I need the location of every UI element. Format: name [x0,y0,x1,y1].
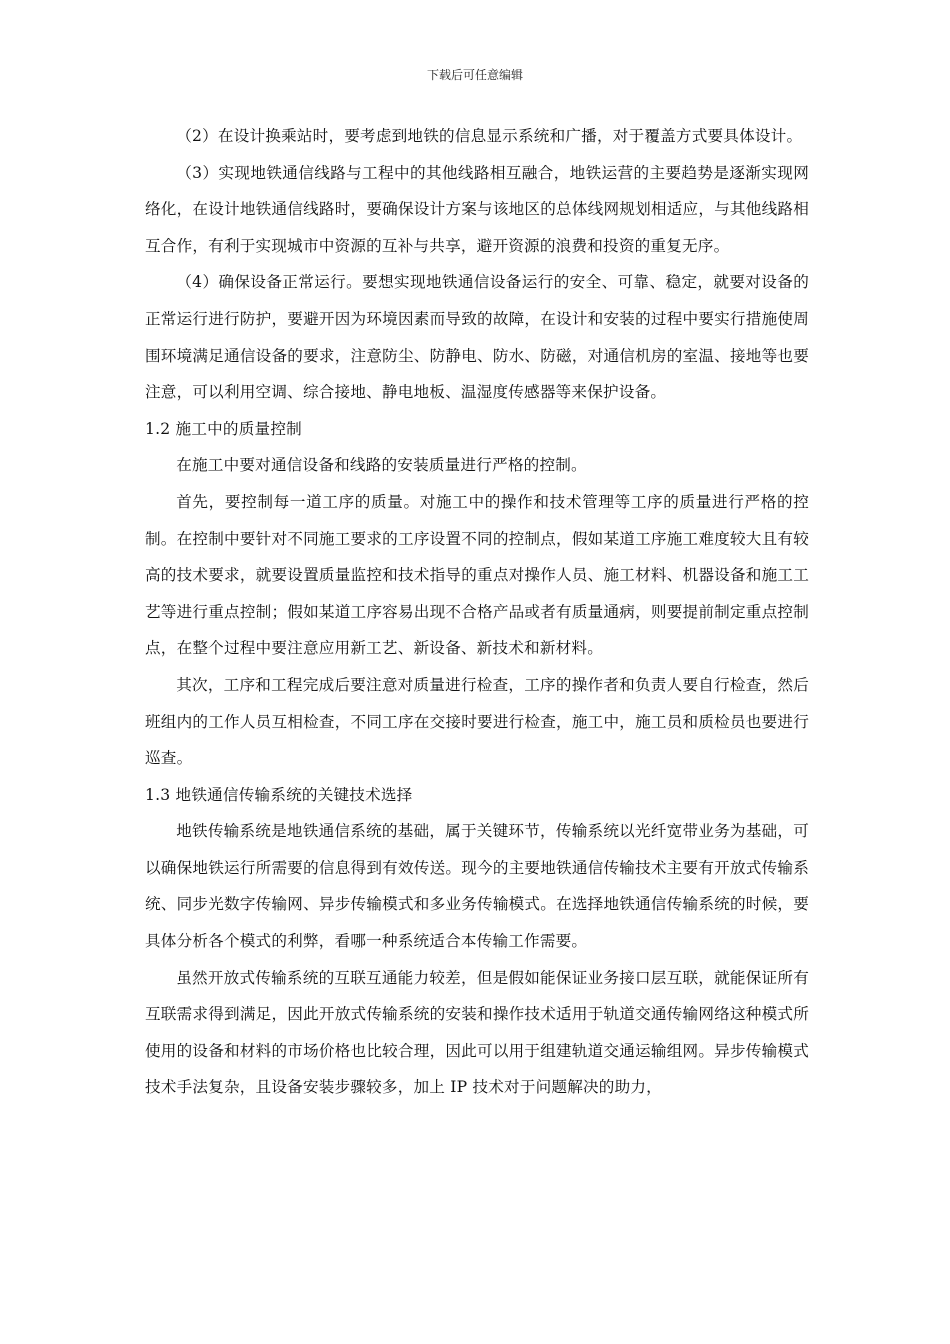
paragraph-line-integration: （3）实现地铁通信线路与工程中的其他线路相互融合，地铁运营的主要趋势是逐渐实现网络化，在设计地铁通信线路时，要确保设计方案与该地区的总体线网规划相适应，与其他线路相互合作，有利于实现城市中资源的互补与共享，避开资源的浪费和投资的重复无序。 [145,163,809,255]
paragraph-process-control: 首先，要控制每一道工序的质量。对施工中的操作和技术管理等工序的质量进行严格的控制。在控制中要针对不同施工要求的工序设置不同的控制点，假如某道工序施工难度较大且有较高的技术要求，就要设置质量监控和技术指导的重点对操作人员、施工材料、机器设备和施工工艺等进行重点控制；假如某道工序容易出现不合格产品或者有质量通病，则要提前制定重点控制点，在整个过程中要注意应用新工艺、新设备、新技术和新材料。 [145,492,809,658]
paragraph-quality-intro: 在施工中要对通信设备和线路的安装质量进行严格的控制。 [176,456,587,475]
paragraph-open-transmission: 虽然开放式传输系统的互联互通能力较差，但是假如能保证业务接口层互联，就能保证所有互联需求得到满足，因此开放式传输系统的安装和操作技术适用于轨道交通传输网络这种模式所使用的设备和材料的市场价格也比较合理，因此可以用于组建轨道交通运输组网。异步传输模式技术手法复杂，且设备安装步骤较多，加上 IP 技术对于问题解决的助力， [145,968,809,1097]
document-body [145,118,809,1106]
paragraph-transfer-station: （2）在设计换乘站时，要考虑到地铁的信息显示系统和广播，对于覆盖方式要具体设计。 [176,127,803,145]
page-header: 下载后可任意编辑 [426,68,523,82]
section-heading-key-technology: 1.3 地铁通信传输系统的关键技术选择 [145,785,413,804]
paragraph-equipment-operation: （4）确保设备正常运行。要想实现地铁通信设备运行的安全、可靠、稳定，就要对设备的正常运行进行防护，要避开因为环境因素而导致的故障，在设计和安装的过程中要实行措施使周围环境满足通信设备的要求，注意防尘、防静电、防水、防磁，对通信机房的室温、接地等也要注意，可以利用空调、综合接地、静电地板、温湿度传感器等来保护设备。 [145,273,809,402]
paragraph-transmission-system: 地铁传输系统是地铁通信系统的基础，属于关键环节，传输系统以光纤宽带业务为基础，可以确保地铁运行所需要的信息得到有效传送。现今的主要地铁通信传输技术主要有开放式传输系统、同步光数字传输网、异步传输模式和多业务传输模式。在选择地铁通信传输系统的时候，要具体分析各个模式的利弊，看哪一种系统适合本传输工作需要。 [145,822,809,951]
section-heading-quality-control: 1.2 施工中的质量控制 [145,419,302,438]
paragraph-inspection: 其次，工序和工程完成后要注意对质量进行检查，工序的操作者和负责人要自行检查，然后班组内的工作人员互相检查，不同工序在交接时要进行检查，施工中，施工员和质检员也要进行巡查。 [145,675,809,768]
